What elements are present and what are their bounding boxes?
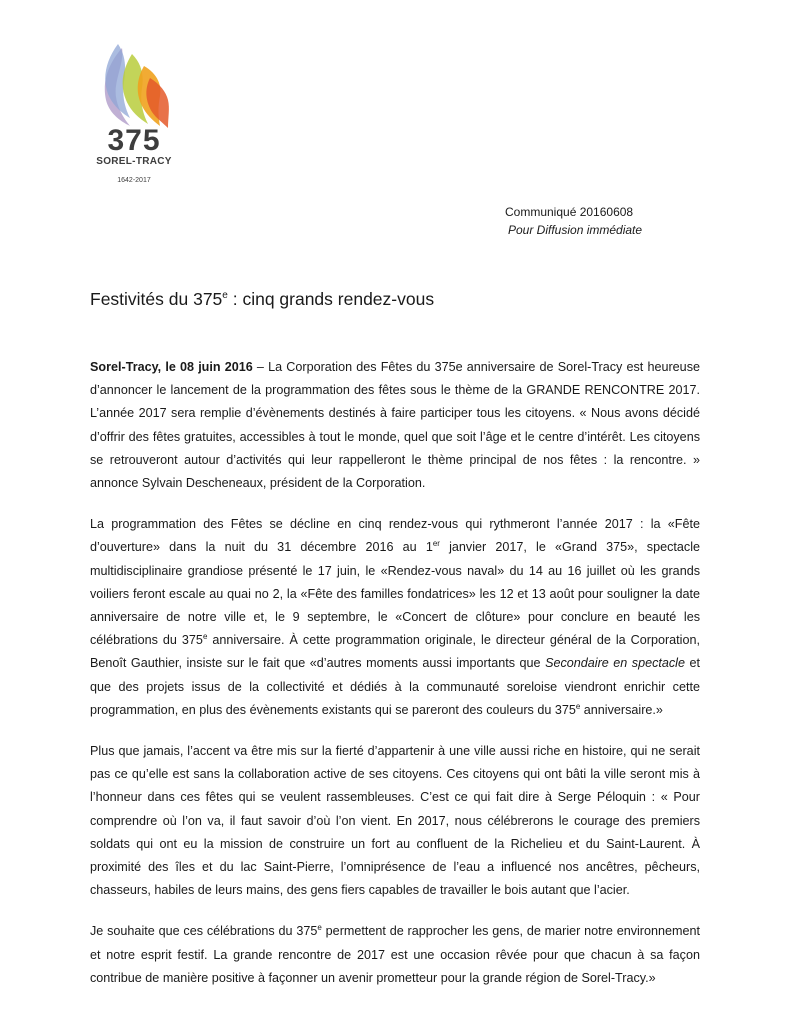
release-distribution: Pour Diffusion immédiate (508, 223, 643, 237)
logo-city-name: SOREL-TRACY (96, 156, 172, 167)
paragraph-1 (90, 356, 700, 495)
paragraph-2-text-d: et que des projets issus de la collectivité et dédiés à la communauté soreloise viendront enrichir cette programmation, en plus des évènements existants qui se pareront des couleurs du 375 (90, 656, 700, 717)
headline (90, 287, 434, 311)
logo-375-sorel-tracy (92, 42, 178, 190)
logo-number: 375 (107, 124, 161, 157)
paragraph-3: Plus que jamais, l’accent va être mis sur la fierté d’appartenir à une ville aussi riche en histoire, qui ne serait pas ce qu’elle est sans la collaboration active de ses citoyens. Ces citoyens qui ont bâti la ville seront mis à l’honneur dans ces fêtes qui se veulent rassembleuses. C’est ce qui fait dire à Serge Péloquin : « Pour comprendre où l’on va, il faut savoir d’où l’on vient. En 2017, nous célébrerons le courage des premiers soldats qui ont eu la mission de construire un fort au confluent de la Richelieu et du Saint-Laurent. À proximité des îles et du lac Saint-Pierre, l’omniprésence de l’eau a influencé nos ancêtres, pêcheurs, chasseurs, habiles de leurs mains, des gens fiers capables de travailler le bois autant que l’acier. (90, 744, 700, 898)
superscript-e: e (202, 632, 208, 642)
logo-years: 1642-2017 (117, 177, 151, 184)
paragraph-1-text: – La Corporation des Fêtes du 375e anniversaire de Sorel-Tracy est heureuse d’annoncer le lancement de la programmation des fêtes sous le thème de la GRANDE RENCONTRE 2017. L’année 2017 sera remplie d’évènements destinés à faire participer tous les citoyens. « Nous avons décidé d’offrir des fêtes gratuites, accessibles à tout le monde, quel que soit l’âge et le centre d’intérêt. Les citoyens se retrouveront autour d’activités qui leur rappelleront le thème principal de nos fêtes : la rencontre. » annonce Sylvain Descheneaux, président de la Corporation. (90, 360, 700, 491)
release-number: Communiqué 20160608 (505, 205, 634, 219)
paragraph-2-text-b: janvier 2017, le «Grand 375», spectacle multidisciplinaire grandiose présenté le 17 juin, le «Rendez-vous naval» du 14 au 16 juillet où les grands voiliers feront escale au quai no 2, la «Fête des familles fondatrices» les 12 et 13 août pour souligner la date anniversaire de notre ville et, le 9 septembre, le «Concert de clôture» pour conclure en beauté les célébrations du 375 (90, 540, 700, 648)
paragraph-2 (90, 513, 700, 722)
superscript-e: e (317, 923, 322, 933)
headline-superscript: e (222, 290, 228, 301)
headline-start: Festivités du 375 (90, 289, 223, 309)
flame-logo-icon (92, 42, 178, 132)
superscript-e: e (575, 701, 581, 711)
headline-end: : cinq grands rendez-vous (227, 289, 435, 309)
paragraph-4-text-a: Je souhaite que ces célébrations du 375 (90, 924, 318, 939)
event-name-italic: Secondaire en spectacle (545, 656, 685, 671)
paragraph-4 (90, 920, 700, 990)
release-info (505, 203, 642, 239)
paragraph-4-text-b: permettent de rapprocher les gens, de marier notre environnement et notre esprit festif. La grande rencontre de 2017 est une occasion rêvée pour que chacun à sa façon contribue de manière positive à façonner un avenir prometteur pour la grande région de Sorel-Tracy.» (90, 924, 701, 985)
paragraph-2-text-c: anniversaire. À cette programmation originale, le directeur général de la Corporation, Benoît Gauthier, insiste sur le fait que «d’autres moments aussi importants que (90, 633, 700, 671)
paragraph-2-text-a: La programmation des Fêtes se décline en cinq rendez-vous qui rythmeront l’année 2017 : la «Fête d’ouverture» dans la nuit du 31 décembre 2016 au 1 (90, 517, 700, 555)
paragraph-2-text-e: anniversaire.» (580, 702, 663, 717)
dateline: Sorel-Tracy, le 08 juin 2016 (90, 360, 253, 374)
press-release-body (90, 356, 700, 1008)
superscript-er: er (432, 539, 440, 549)
